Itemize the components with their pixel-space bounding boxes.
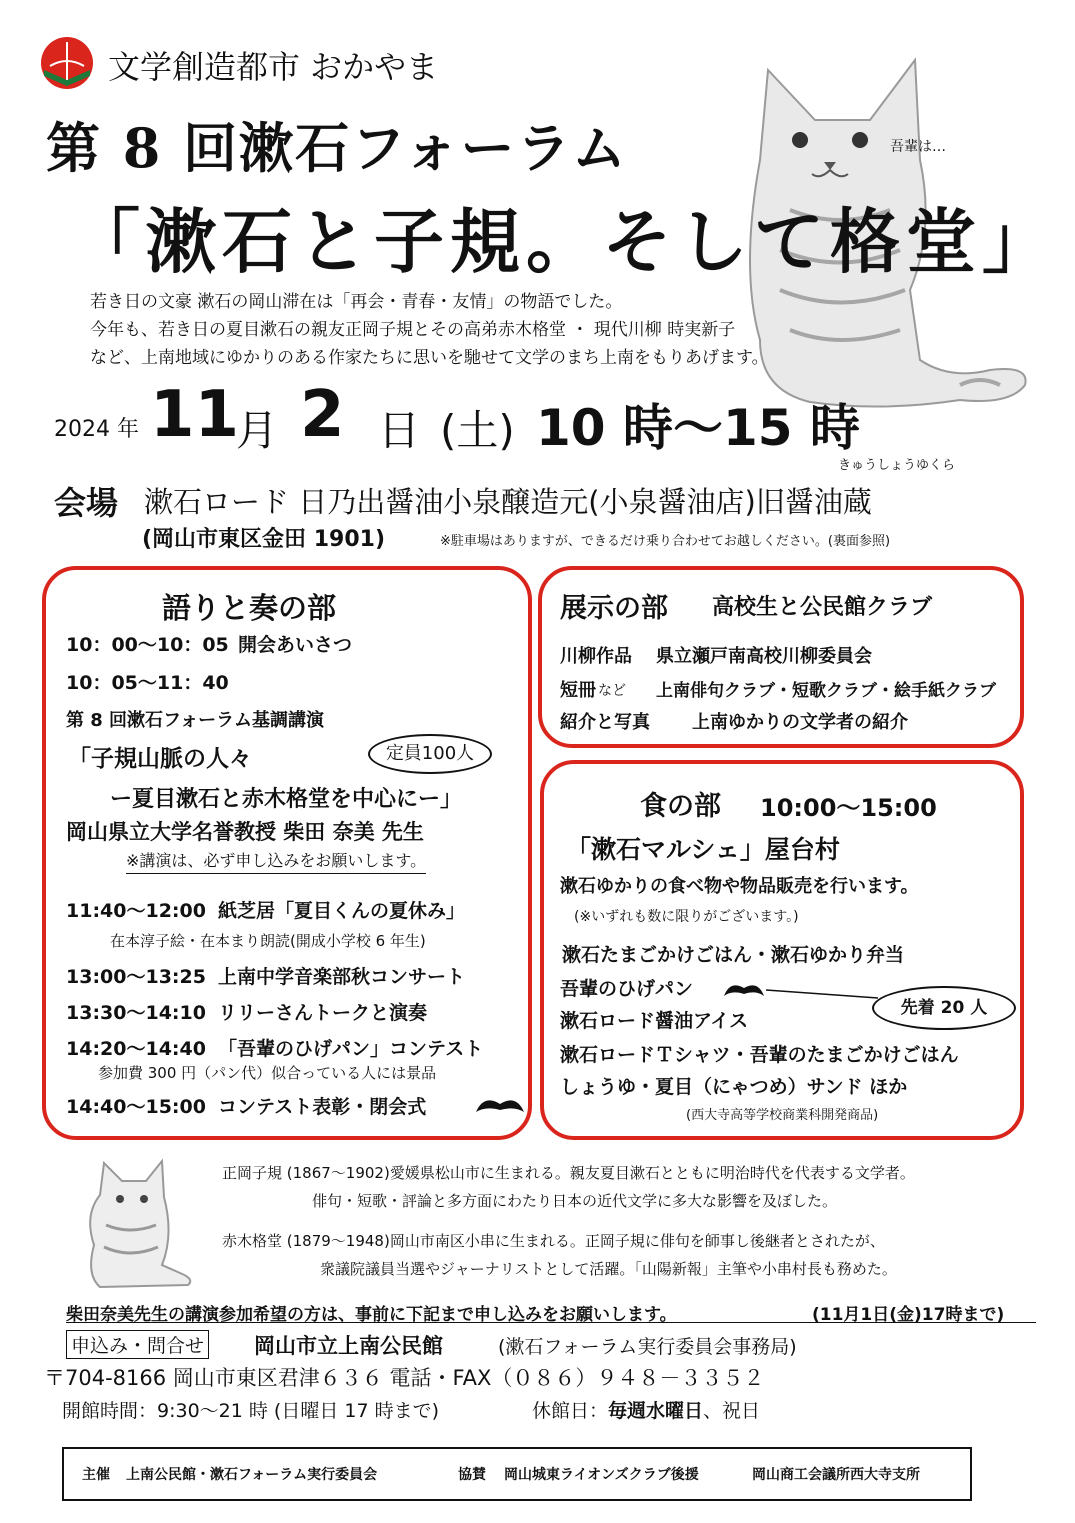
exhibit-line3-a: 紹介と写真 (560, 712, 650, 733)
food-heading: 食の部 (640, 791, 721, 822)
cat-small-illustration-icon (70, 1155, 200, 1290)
capacity-badge (368, 734, 492, 774)
mustache-icon (474, 1092, 526, 1118)
mustache-icon (722, 978, 766, 1000)
city-brand: 文学創造都市 おかやま (108, 48, 439, 86)
kakudo-bio-line-2: 衆議院議員当選やジャーナリストとして活躍。「山陽新報」主筆や小串村長も務めた。 (320, 1260, 897, 1278)
application-divider (66, 1322, 1036, 1323)
contact-org-note: (漱石フォーラム実行委員会事務局) (498, 1336, 797, 1358)
talk-row7-text: コンテスト表彰・閉会式 (218, 1096, 427, 1118)
talk-row6-sub: 参加費 300 円（パン代）似合っている人には景品 (98, 1064, 437, 1082)
talk-row3-text: 紙芝居「夏目くんの夏休み」 (218, 900, 466, 922)
talk-row5-text: リリーさんトークと演奏 (218, 1002, 428, 1024)
event-day-unit: 日 (378, 406, 421, 455)
food-item-5: しょうゆ・夏目（にゃつめ）サンド ほか (560, 1076, 908, 1098)
talk-row3-sub: 在本淳子絵・在本まり朗読(開成小学校 6 年生) (110, 932, 426, 950)
exhibit-heading-sub: 高校生と公民館クラブ (712, 595, 933, 620)
organizer-label: 主催 (82, 1467, 110, 1483)
exhibit-line1-b: 県立瀬戸南高校川柳委員会 (656, 646, 872, 667)
organizer: 上南公民館・漱石フォーラム実行委員会 (126, 1467, 378, 1483)
first-come-badge (872, 986, 1016, 1030)
closed-weekday: 毎週水曜日 (608, 1400, 704, 1422)
support: 岡山商工会議所西大寺支所 (752, 1467, 920, 1483)
exhibit-line2-b: 上南俳句クラブ・短歌クラブ・絵手紙クラブ (656, 681, 996, 701)
lecture-subtitle: ー夏目漱石と赤木格堂を中心にー」 (110, 787, 463, 812)
talk-row3-time: 11:40～12:00 (66, 900, 206, 922)
venue-parking-note: ※駐車場はありますが、できるだけ乗り合わせてお越しください。(裏面参照) (440, 534, 891, 549)
food-item-3: 漱石ロード醤油アイス (560, 1010, 749, 1032)
talk-row1-text: 開会あいさつ (238, 634, 353, 656)
venue-address: (岡山市東区金田 1901) (142, 527, 385, 552)
closed-holiday: 、祝日 (703, 1400, 761, 1422)
capacity-text: 定員100人 (385, 743, 475, 764)
venue-label: 会場 (54, 484, 119, 522)
food-item-4: 漱石ロードＴシャツ・吾輩のたまごかけごはん (560, 1044, 959, 1066)
food-description: 漱石ゆかりの食べ物や物品販売を行います。 (560, 876, 919, 897)
talk-row6-text: 「吾輩のひげパン」コンテスト (218, 1038, 484, 1060)
closed-days (532, 1396, 760, 1423)
sponsor: 岡山城東ライオンズクラブ後援 (504, 1467, 699, 1483)
application-lead: 柴田奈美先生の講演参加希望の方は、事前に下記まで申し込みをお願いします。 (66, 1305, 677, 1325)
event-month-unit: 月 (236, 406, 279, 455)
application-deadline: (11月1日(金)17時まで) (812, 1305, 1005, 1325)
shiki-bio-line-1: 正岡子規 (1867～1902)愛媛県松山市に生まれる。親友夏目漱石とともに明治時代を代表する文学者。 (222, 1164, 915, 1182)
talk-row6-time: 14:20～14:40 (66, 1038, 206, 1060)
marche-title: 「漱石マルシェ」屋台村 (566, 835, 840, 864)
food-item-2: 吾輩のひげパン (560, 978, 694, 1000)
exhibit-line2-small: など (598, 683, 626, 699)
food-item-1: 漱石たまごかけごはん・漱石ゆかり弁当 (562, 944, 905, 966)
talk-row1-time: 10：00～10：05 (66, 634, 229, 656)
event-year: 2024 年 (54, 417, 139, 442)
keynote-label: 第 8 回漱石フォーラム基調講演 (66, 710, 324, 731)
exhibit-line3-b: 上南ゆかりの文学者の紹介 (692, 712, 908, 733)
talk-heading: 語りと奏の部 (162, 591, 337, 625)
exhibit-line1-a: 川柳作品 (560, 646, 632, 667)
exhibit-heading: 展示の部 (560, 593, 668, 624)
event-month: 11 (150, 378, 240, 452)
intro-line-1: 若き日の文豪 漱石の岡山滞在は「再会・青春・友情」の物語でした。 (90, 292, 623, 312)
shiki-bio-line-2: 俳句・短歌・評論と多方面にわたり日本の近代文学に多大な影響を及ぼした。 (312, 1192, 838, 1210)
talk-row7-time: 14:40～15:00 (66, 1096, 206, 1118)
talk-row2-time: 10：05～11：40 (66, 672, 229, 694)
lecture-title: 「子規山脈の人々 (68, 746, 252, 772)
lecturer: 岡山県立大学名誉教授 柴田 奈美 先生 (66, 820, 424, 844)
pointer-line-icon (766, 984, 878, 1004)
food-item-5-note: (西大寺高等学校商業科開発商品) (686, 1108, 879, 1123)
food-time: 10:00～15:00 (760, 794, 937, 822)
opening-hours: 開館時間：9:30～21 時 (日曜日 17 時まで) (62, 1400, 440, 1422)
sponsor-label: 協賛 (458, 1467, 486, 1483)
kakudo-bio-line-1: 赤木格堂 (1879～1948)岡山市南区小串に生まれる。正岡子規に俳句を師事し後継者とされたが、 (222, 1232, 885, 1250)
venue-ruby: きゅうしょうゆくら (838, 458, 956, 473)
intro-line-3: など、上南地域にゆかりのある作家たちに思いを馳せて文学のまち上南をもりあげます。 (90, 348, 769, 368)
main-title: 「漱石と子規。そして格堂」 (70, 200, 1058, 283)
contact-label: 申込み・問合せ (66, 1330, 209, 1359)
forum-title: 第 8 回漱石フォーラム (46, 116, 628, 180)
exhibit-line2-a: 短冊 (560, 680, 596, 701)
contact-address-phone: 〒704-8166 岡山市東区君津６３６ 電話・FAX（０８６）９４８－３３５２ (44, 1366, 765, 1390)
talk-row5-time: 13:30～14:10 (66, 1002, 206, 1024)
event-day: 2 (300, 378, 345, 452)
lecture-note: ※講演は、必ず申し込みをお願いします。 (126, 848, 426, 874)
food-limit-note: (※いずれも数に限りがございます。) (574, 909, 799, 925)
city-logo-icon (40, 36, 94, 90)
contact-org: 岡山市立上南公民館 (254, 1334, 443, 1358)
event-time: 10 時～15 時 (536, 399, 860, 457)
talk-row4-text: 上南中学音楽部秋コンサート (218, 966, 466, 988)
event-weekday: (土) (440, 406, 515, 455)
venue-name: 漱石ロード 日乃出醤油小泉醸造元(小泉醤油店)旧醤油蔵 (144, 485, 872, 519)
talk-row4-time: 13:00～13:25 (66, 966, 206, 988)
intro-line-2: 今年も、若き日の夏目漱石の親友正岡子規とその高弟赤木格堂 ・ 現代川柳 時実新子 (90, 320, 736, 340)
cat-caption: 吾輩は… (890, 139, 946, 155)
closed-label: 休館日： (532, 1400, 609, 1422)
first-come-text: 先着 20 人 (900, 998, 988, 1018)
